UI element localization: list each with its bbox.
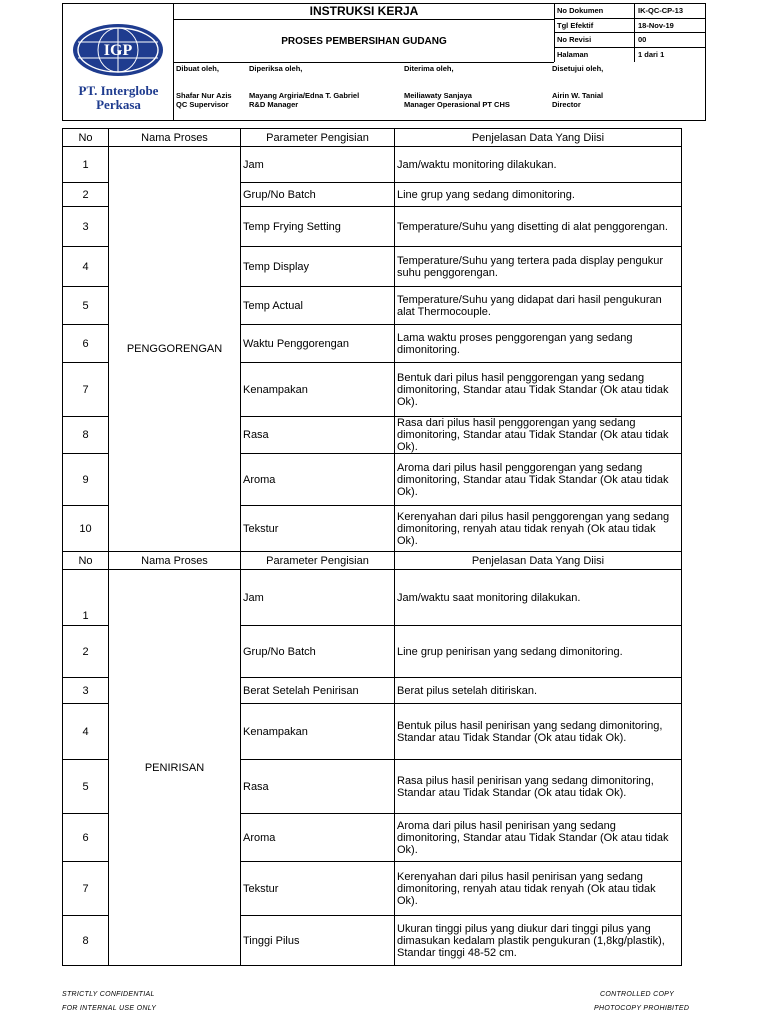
col-header-parameter: Parameter Pengisian (241, 129, 395, 147)
col-header-description: Penjelasan Data Yang Diisi (395, 129, 682, 147)
signature-made-by: Dibuat oleh, Shafar Nur Azis QC Supervisor (176, 64, 232, 109)
footer-controlled-copy: CONTROLLED COPY (600, 991, 675, 998)
table-row: 6 Aroma Aroma dari pilus hasil penirisan yang sedang dimonitoring, Standar atau Tidak Standar (Ok atau tidak Ok). (63, 814, 682, 862)
table-row: 9 Aroma Aroma dari pilus hasil penggorengan yang sedang dimonitoring, Standar atau Tidak Standar (Ok atau tidak Ok). (63, 454, 682, 506)
table-row: 6 Waktu Penggorengan Lama waktu proses penggorengan yang sedang dimonitoring. (63, 325, 682, 363)
table-row: 1 PENGGORENGAN Jam Jam/waktu monitoring dilakukan. (63, 147, 682, 183)
table-header-row: No Nama Proses Parameter Pengisian Penjelasan Data Yang Diisi (63, 552, 682, 570)
table-row: 7 Kenampakan Bentuk dari pilus hasil penggorengan yang sedang dimonitoring, Standar atau Tidak Standar (Ok atau tidak Ok). (63, 363, 682, 417)
signature-checked-by: Diperiksa oleh, Mayang Argiria/Edna T. Gabriel R&D Manager (249, 64, 360, 109)
logo-cell (63, 4, 174, 120)
table-row: 2 Grup/No Batch Line grup penirisan yang sedang dimonitoring. (63, 626, 682, 678)
document-header (62, 3, 706, 121)
process-name-penirisan: PENIRISAN (109, 570, 241, 966)
process-name-penggorengan: PENGGORENGAN (109, 147, 241, 552)
meta-row-effective-date: Tgl Efektif 18-Nov-19 (555, 19, 706, 34)
meta-row-page: Halaman 1 dari 1 (555, 48, 706, 63)
signature-approved-by: Disetujui oleh, Airin W. Tanial Director (552, 64, 604, 109)
table-row: 2 Grup/No Batch Line grup yang sedang dimonitoring. (63, 183, 682, 207)
instruction-table (62, 128, 682, 966)
company-name: PT. Interglobe Perkasa (78, 83, 159, 112)
company-logo (71, 22, 165, 78)
table-row: 4 Temp Display Temperature/Suhu yang tertera pada display pengukur suhu penggorengan. (63, 247, 682, 287)
table-row: 1 PENIRISAN Jam Jam/waktu saat monitoring dilakukan. (63, 570, 682, 626)
document-subtitle: PROSES PEMBERSIHAN GUDANG (174, 19, 554, 63)
table-row: 5 Rasa Rasa pilus hasil penirisan yang sedang dimonitoring, Standar atau Tidak Standar (Ok atau tidak Ok). (63, 760, 682, 814)
table-row: 3 Temp Frying Setting Temperature/Suhu yang disetting di alat penggorengan. (63, 207, 682, 247)
document-meta (554, 4, 706, 62)
table-row: 4 Kenampakan Bentuk pilus hasil penirisan yang sedang dimonitoring, Standar atau Tidak Standar (Ok atau tidak Ok). (63, 704, 682, 760)
signature-received-by: Diterima oleh, Meiliawaty Sanjaya Manager Operasional PT CHS (404, 64, 510, 109)
meta-row-doc-no: No Dokumen IK-QC-CP-13 (555, 4, 706, 19)
table-row: 8 Tinggi Pilus Ukuran tinggi pilus yang diukur dari tinggi pilus yang dimasukan kedalam plastik pengukuran (1,8kg/plastik), Standar tinggi 48-52 cm. (63, 916, 682, 966)
footer-internal-use: FOR INTERNAL USE ONLY (62, 1005, 157, 1012)
footer-photocopy-prohibited: PHOTOCOPY PROHIBITED (594, 1005, 690, 1012)
table-row: 10 Tekstur Kerenyahan dari pilus hasil penggorengan yang sedang dimonitoring, renyah atau tidak renyah (Ok atau tidak Ok). (63, 506, 682, 552)
table-header-row (63, 129, 682, 147)
footer-confidential: STRICTLY CONFIDENTIAL (62, 991, 155, 998)
table-row: 5 Temp Actual Temperature/Suhu yang didapat dari hasil pengukuran alat Thermocouple. (63, 287, 682, 325)
table-row: 3 Berat Setelah Penirisan Berat pilus setelah ditiriskan. (63, 678, 682, 704)
svg-text:IGP: IGP (103, 42, 133, 59)
col-header-process: Nama Proses (109, 129, 241, 147)
document-title: INSTRUKSI KERJA (174, 4, 554, 20)
col-header-no: No (63, 129, 109, 147)
meta-row-revision: No Revisi 00 (555, 33, 706, 48)
table-row: 8 Rasa Rasa dari pilus hasil penggorengan yang sedang dimonitoring, Standar atau Tidak Standar (Ok atau tidak Ok). (63, 417, 682, 454)
table-row: 7 Tekstur Kerenyahan dari pilus hasil penirisan yang sedang dimonitoring, renyah atau tidak renyah (Ok atau tidak Ok). (63, 862, 682, 916)
